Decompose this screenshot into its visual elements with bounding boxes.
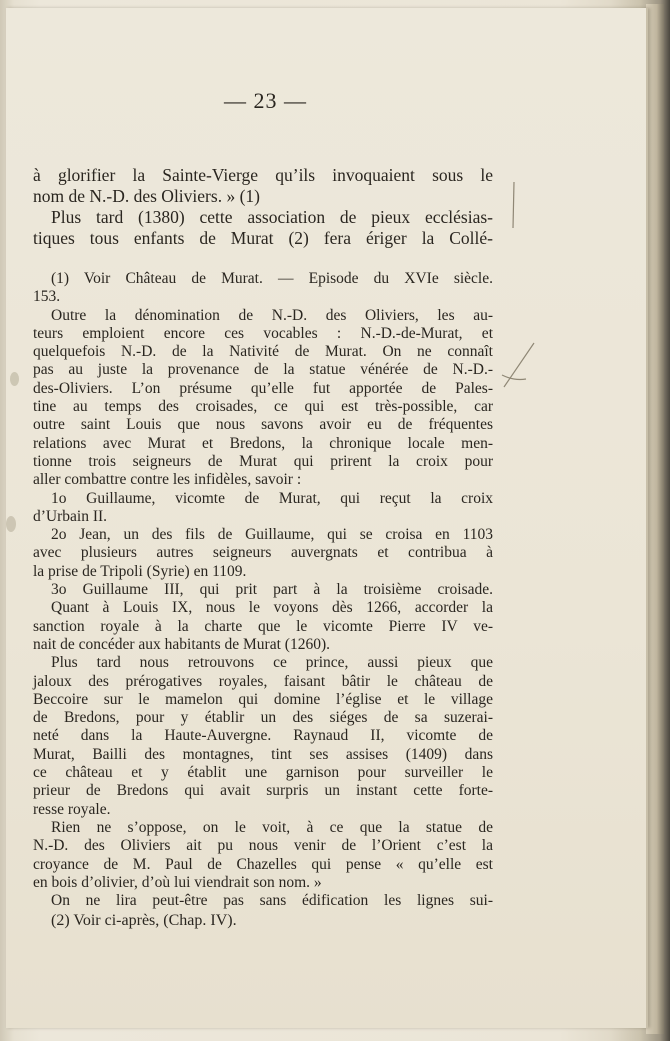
- text-line: Plus tard (1380) cette association de pieux ecclésias-: [51, 207, 493, 227]
- footnote-line: aller combattre contre les infidèles, savoir :: [33, 471, 302, 489]
- footnote-line: Murat, Bailli des montagnes, tint ses assises (1409) dans: [33, 745, 493, 763]
- page-number: — 23 —: [224, 88, 307, 113]
- footnote-line: neté dans la Haute-Auvergne. Raynaud II, vicomte de: [33, 727, 493, 745]
- footnote-line: Rien ne s’oppose, on le voit, à ce que la statue de: [51, 818, 493, 836]
- pencil-mark-icon: [500, 335, 540, 395]
- text-line: à glorifier la Sainte-Vierge qu’ils invoquaient sous le: [33, 165, 493, 185]
- footnote-line: des-Oliviers. L’on présume qu’elle fut apportée de Pales-: [33, 379, 493, 397]
- footnote-line: Plus tard nous retrouvons ce prince, aussi pieux que: [51, 654, 493, 672]
- footnote-line: Outre la dénomination de N.-D. des Oliviers, les au-: [51, 306, 493, 324]
- footnote-line: teurs emploient encore ces vocables : N.-D.-de-Murat, et: [33, 324, 493, 342]
- footnote-line: 1o Guillaume, vicomte de Murat, qui reçut la croix: [51, 489, 493, 507]
- text-line: tiques tous enfants de Murat (2) fera ériger la Collé-: [33, 228, 493, 248]
- footnote-line: On ne lira peut-être pas sans édification les lignes sui-: [51, 892, 493, 910]
- page-edge: [646, 4, 664, 1034]
- footnote-line: d’Urbain II.: [33, 507, 108, 525]
- footnote-line: croyance de M. Paul de Chazelles qui pense « qu’elle est: [33, 855, 493, 873]
- footnote-line: relations avec Murat et Bredons, la chronique locale men-: [33, 434, 493, 452]
- main-text: [33, 165, 493, 249]
- footnote-line: de Bredons, pour y établir un des siéges de sa suzerai-: [33, 709, 493, 727]
- footnote-line: tionne trois seigneurs de Murat qui prirent la croix pour: [33, 452, 493, 470]
- stain-mark: [10, 372, 19, 386]
- footnote-line: N.-D. des Oliviers ait pu nous venir de l’Orient c’est la: [33, 837, 493, 855]
- footnote-line: nait de concéder aux habitants de Murat (1260).: [33, 635, 330, 653]
- footnote-line: 2o Jean, un des fils de Guillaume, qui se croisa en 1103: [51, 526, 493, 544]
- footnote-line: en bois d’olivier, d’où lui viendrait son nom. »: [33, 873, 322, 891]
- footnote-line: outre saint Louis que nous savons avoir eu de fréquentes: [33, 416, 493, 434]
- footnote-line: (1) Voir Château de Murat. — Episode du XVIe siècle.: [51, 270, 493, 287]
- footnote-line: 153.: [33, 288, 61, 306]
- footnote-1: [33, 270, 493, 910]
- footnote-2: [33, 912, 493, 930]
- footnote-line: quelquefois N.-D. de la Nativité de Murat. On ne connaît: [33, 343, 493, 361]
- stain-mark: [6, 516, 16, 532]
- footnote-line: la prise de Tripoli (Syrie) en 1109.: [33, 562, 247, 580]
- footnote-line: prieur de Bredons qui avait surpris un instant cette forte-: [33, 782, 493, 800]
- footnote-line: Beccoire sur le mamelon qui domine l’église et le village: [33, 690, 493, 708]
- footnote-line: Quant à Louis IX, nous le voyons dès 1266, accorder la: [51, 599, 493, 617]
- footnote-line: 3o Guillaume III, qui prit part à la troisième croisade.: [51, 581, 493, 599]
- footnote-line: sanction royale à la charte que le vicomte Pierre IV ve-: [33, 617, 493, 635]
- text-line: nom de N.-D. des Oliviers. » (1): [33, 186, 260, 206]
- footnote-line: resse royale.: [33, 800, 111, 818]
- footnote-line: avec plusieurs autres seigneurs auvergnats et contribua à: [33, 544, 493, 562]
- footnote-line: jaloux des prérogatives royales, faisant bâtir le château de: [33, 672, 493, 690]
- footnote-line: pas au juste la provenance de la statue vénérée de N.-D.-: [33, 361, 493, 379]
- footnote-line: ce château et y établit une garnison pour surveiller le: [33, 764, 493, 782]
- footnote-line: (2) Voir ci-après, (Chap. IV).: [51, 912, 237, 929]
- pencil-mark-icon: [508, 180, 520, 230]
- footnote-line: tine au temps des croisades, ce qui est très-possible, car: [33, 398, 493, 416]
